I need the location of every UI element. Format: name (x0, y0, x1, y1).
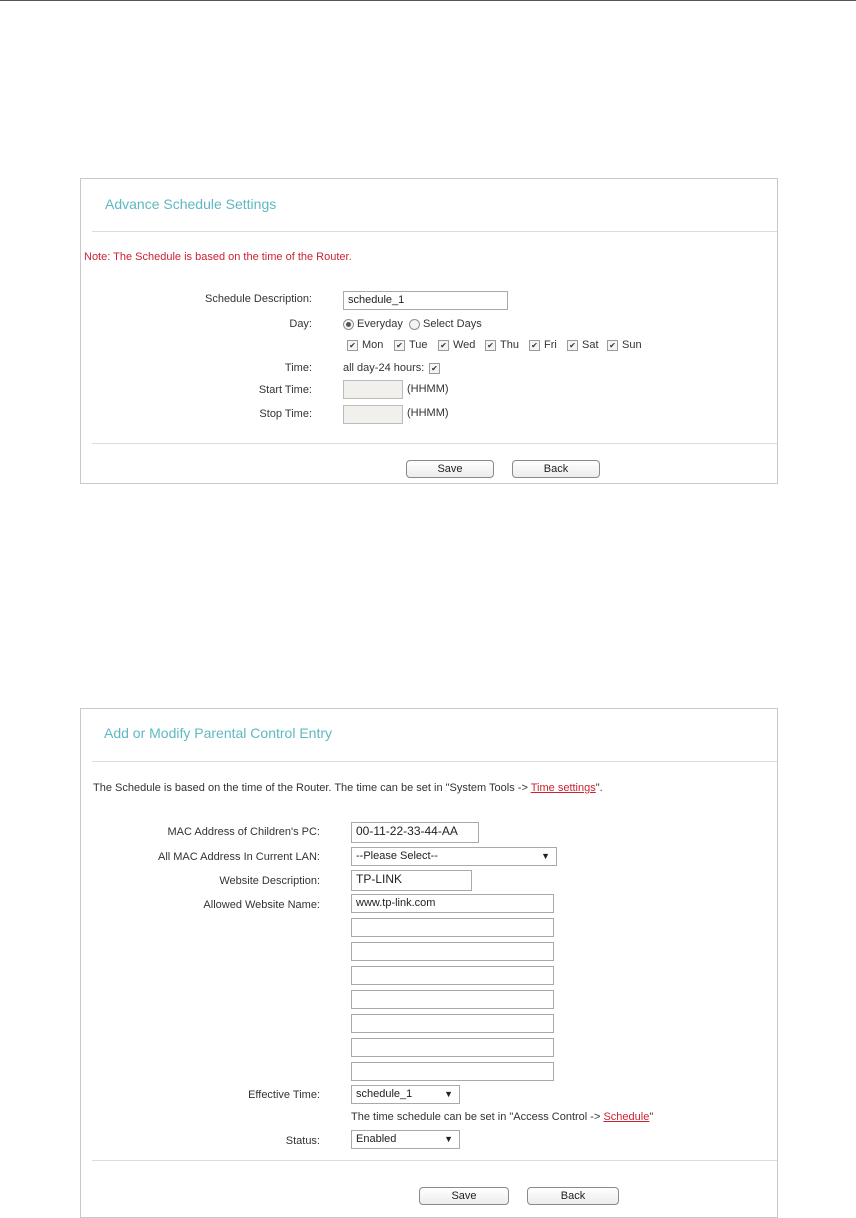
parental-note-suffix: ". (595, 782, 603, 794)
title-divider (92, 761, 777, 762)
title-divider (92, 231, 777, 232)
save-button[interactable]: Save (419, 1187, 509, 1205)
allowed-website-input-2[interactable] (351, 918, 554, 937)
tue-label: Tue (409, 339, 428, 351)
save-button[interactable]: Save (406, 460, 494, 478)
start-time-hint: (HHMM) (407, 383, 449, 395)
effective-time-hint-suffix: " (649, 1111, 654, 1123)
stop-time-label: Stop Time: (259, 408, 312, 420)
select-days-label: Select Days (423, 318, 482, 330)
back-button[interactable]: Back (512, 460, 600, 478)
schedule-description-label: Schedule Description: (204, 293, 312, 305)
all-mac-value: --Please Select-- (356, 850, 438, 862)
footer-divider (92, 443, 777, 444)
tue-checkbox[interactable]: ✔ (394, 340, 405, 351)
effective-time-label: Effective Time: (248, 1089, 320, 1101)
chevron-down-icon: ▼ (444, 1089, 453, 1099)
status-label: Status: (285, 1135, 320, 1147)
sun-label: Sun (622, 339, 642, 351)
footer-divider (92, 1160, 777, 1161)
mon-label: Mon (362, 339, 384, 351)
allday-label: all day-24 hours: (343, 362, 425, 374)
stop-time-input[interactable] (343, 405, 403, 424)
schedule-note: Note: The Schedule is based on the time of the Router. (84, 251, 352, 263)
sat-checkbox[interactable]: ✔ (567, 340, 578, 351)
select-days-radio[interactable] (409, 319, 420, 330)
website-description-label: Website Description: (219, 875, 320, 887)
allowed-website-input-5[interactable] (351, 990, 554, 1009)
status-select[interactable] (351, 1130, 460, 1149)
schedule-link[interactable]: Schedule (603, 1111, 650, 1123)
everyday-label: Everyday (357, 318, 403, 330)
thu-checkbox[interactable]: ✔ (485, 340, 496, 351)
parental-control-panel (80, 708, 778, 1218)
allday-checkbox[interactable]: ✔ (429, 363, 440, 374)
time-label: Time: (284, 362, 312, 374)
back-button[interactable]: Back (527, 1187, 619, 1205)
start-time-label: Start Time: (258, 384, 312, 396)
effective-time-hint (351, 1111, 653, 1123)
sat-label: Sat (582, 339, 599, 351)
effective-time-value: schedule_1 (356, 1088, 413, 1100)
mac-children-label: MAC Address of Children's PC: (167, 826, 320, 838)
panel-title: Advance Schedule Settings (105, 196, 277, 212)
allowed-website-input-4[interactable] (351, 966, 554, 985)
mac-children-input[interactable]: 00-11-22-33-44-AA (351, 822, 479, 843)
advance-schedule-panel (80, 178, 778, 484)
status-value: Enabled (356, 1133, 397, 1145)
schedule-description-input[interactable]: schedule_1 (343, 291, 508, 310)
day-label: Day: (289, 318, 312, 330)
mon-checkbox[interactable]: ✔ (347, 340, 358, 351)
effective-time-hint-prefix: The time schedule can be set in "Access Control -> (351, 1111, 604, 1123)
all-mac-label: All MAC Address In Current LAN: (157, 851, 320, 863)
effective-time-select[interactable] (351, 1085, 460, 1104)
allowed-website-input-6[interactable] (351, 1014, 554, 1033)
allowed-website-input-8[interactable] (351, 1062, 554, 1081)
website-description-input[interactable]: TP-LINK (351, 870, 472, 891)
stop-time-hint: (HHMM) (407, 407, 449, 419)
start-time-input[interactable] (343, 380, 403, 399)
time-settings-link[interactable]: Time settings (530, 782, 596, 794)
all-mac-select[interactable] (351, 847, 557, 866)
wed-label: Wed (453, 339, 476, 351)
parental-note-prefix: The Schedule is based on the time of the Router. The time can be set in "System Tools -> (93, 782, 531, 794)
allowed-website-input-3[interactable] (351, 942, 554, 961)
allowed-website-label: Allowed Website Name: (203, 899, 320, 911)
everyday-radio[interactable] (343, 319, 354, 330)
chevron-down-icon: ▼ (444, 1134, 453, 1144)
allowed-website-input-7[interactable] (351, 1038, 554, 1057)
chevron-down-icon: ▼ (541, 851, 550, 861)
fri-label: Fri (544, 339, 557, 351)
sun-checkbox[interactable]: ✔ (607, 340, 618, 351)
allowed-website-input-1[interactable]: www.tp-link.com (351, 894, 554, 913)
top-rule (0, 0, 856, 1)
fri-checkbox[interactable]: ✔ (529, 340, 540, 351)
wed-checkbox[interactable]: ✔ (438, 340, 449, 351)
thu-label: Thu (500, 339, 519, 351)
panel-title: Add or Modify Parental Control Entry (104, 725, 332, 741)
parental-note (93, 782, 603, 794)
